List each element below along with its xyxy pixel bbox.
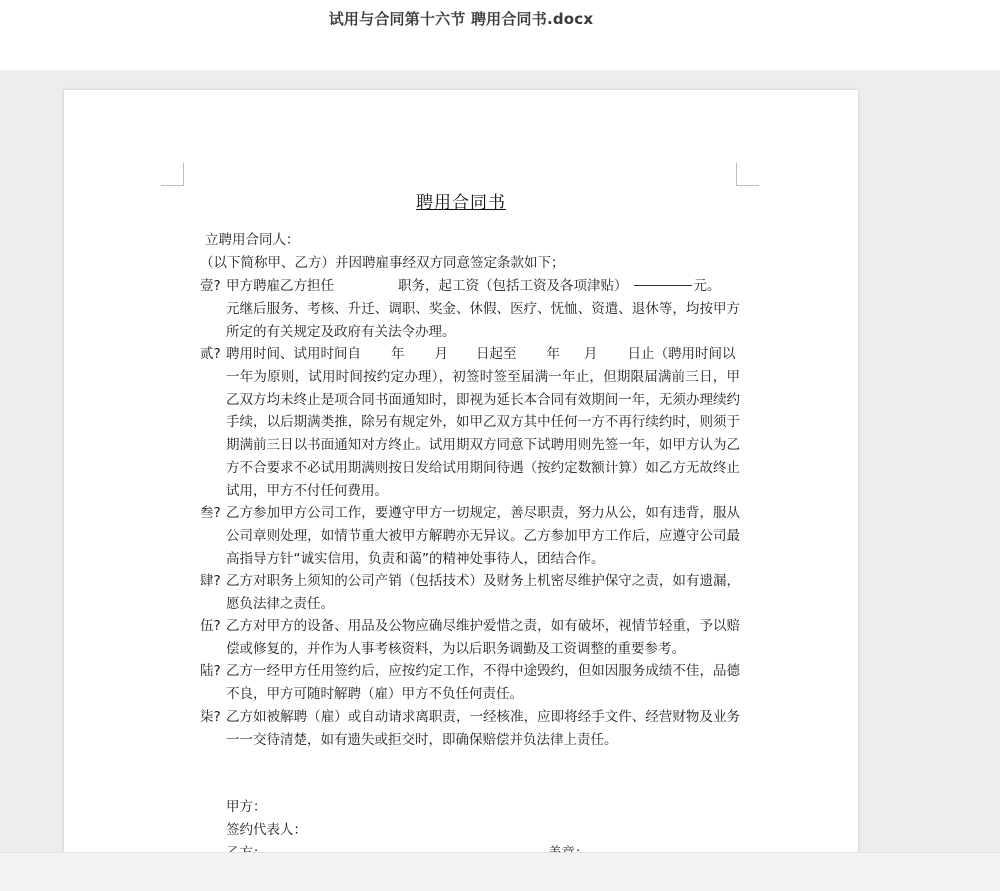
clause-text: 元继后服务、考核、升迁、调职、奖金、休假、医疗、怃恤、资遣、退休等，均按甲方所定的有关规定及政府有关法令办理。 [226, 300, 740, 340]
crop-mark-top-right [736, 163, 759, 186]
document-viewer[interactable] [0, 70, 1000, 852]
clause-text: 一年为原则，试用时间按约定办理），初签时签至届满一年止，但期限届满前三日，甲乙双方均未终止是项合同书面通知时，即视为延长本合同有效期间一年，无须办理续约手续，以后期满类推，除另有规定外，如甲乙双方其中任何一方不再行续约时，则须于期满前三日以书面通知对方终止。试用期双方同意下试聘用则先签一年，如甲方认为乙方不合要求不必试用期满则按日发给试用期间待遇（按约定数额计算）如乙方无故终止试用，甲方不付任何费用。 [226, 368, 740, 499]
document-page [64, 90, 858, 890]
title-bar [0, 0, 1000, 70]
clause-6 [200, 660, 740, 706]
clause-5 [200, 615, 740, 661]
clause-body: 乙方如被解聘（雇）或自动请求离职责，一经核准，应即将经手文件、经营财物及业务一一交待清楚，如有遗失或拒交时，即确保赔偿并负法律上责任。 [226, 709, 740, 748]
signature-party-a: 甲方： [226, 799, 267, 815]
clause-text: 日起至 [476, 346, 517, 362]
signature-representative: 签约代表人： [226, 822, 307, 838]
bottom-bar [0, 852, 1000, 891]
clause-text: 职务，起工资（包括工资及各项津贴） [398, 278, 628, 294]
clause-text: 日止（聘用时间以 [627, 346, 736, 362]
clause-body: 乙方参加甲方公司工作，要遵守甲方一切规定，善尽职责，努力从公，如有违背，服从公司章则处理，如情节重大被甲方解聘亦无异议。乙方参加甲方工作后，应遵守公司最高指导方针“诚实信用，负责和蔼”的精神处事待人，团结合作。 [226, 505, 740, 567]
clause-number: 肆? [200, 573, 221, 589]
clause-text: 月 [434, 346, 448, 362]
clause-text: 月 [584, 346, 598, 362]
intro-line-1: 立聘用合同人： [205, 232, 300, 248]
clause-text: 年 [546, 346, 560, 362]
clause-4 [200, 570, 740, 616]
clause-2 [200, 343, 740, 503]
clause-7 [200, 706, 740, 752]
clause-body [226, 275, 740, 343]
clause-3 [200, 502, 740, 570]
clause-text: 元。 [693, 278, 721, 294]
intro-line-2: （以下简称甲、乙方）并因聘雇事经双方同意签定条款如下； [200, 255, 565, 271]
clause-body [226, 343, 740, 503]
clause-number: 陆? [200, 663, 221, 679]
clause-body: 乙方对职务上须知的公司产销（包括技术）及财务上机密尽维护保守之责，如有遗漏，愿负法律之责任。 [226, 573, 740, 612]
clause-number: 柒? [200, 709, 221, 725]
clause-1 [200, 275, 740, 343]
amount-blank [634, 285, 692, 286]
clause-number: 伍? [200, 618, 221, 634]
clause-number: 贰? [200, 346, 221, 362]
document-file-title: 试用与合同第十六节 聘用合同书.docx [328, 10, 594, 28]
clause-number: 叁? [200, 505, 221, 521]
clause-text: 年 [391, 346, 405, 362]
crop-mark-top-left [161, 163, 184, 186]
clause-body: 乙方一经甲方任用签约后，应按约定工作，不得中途毁约，但如因服务成绩不佳，品德不良，甲方可随时解聘（雇）甲方不负任何责任。 [226, 663, 740, 702]
clause-body: 乙方对甲方的设备、用品及公物应确尽维护爱惜之责，如有破坏，视情节轻重，予以赔偿或修复的，并作为人事考核资料，为以后职务调勤及工资调整的重要参考。 [226, 618, 740, 657]
clause-text: 甲方聘雇乙方担任 [226, 278, 334, 294]
clause-number: 壹? [200, 278, 221, 294]
document-heading: 聘用合同书 [416, 193, 506, 213]
clause-text: 聘用时间、试用时间自 [226, 346, 361, 362]
